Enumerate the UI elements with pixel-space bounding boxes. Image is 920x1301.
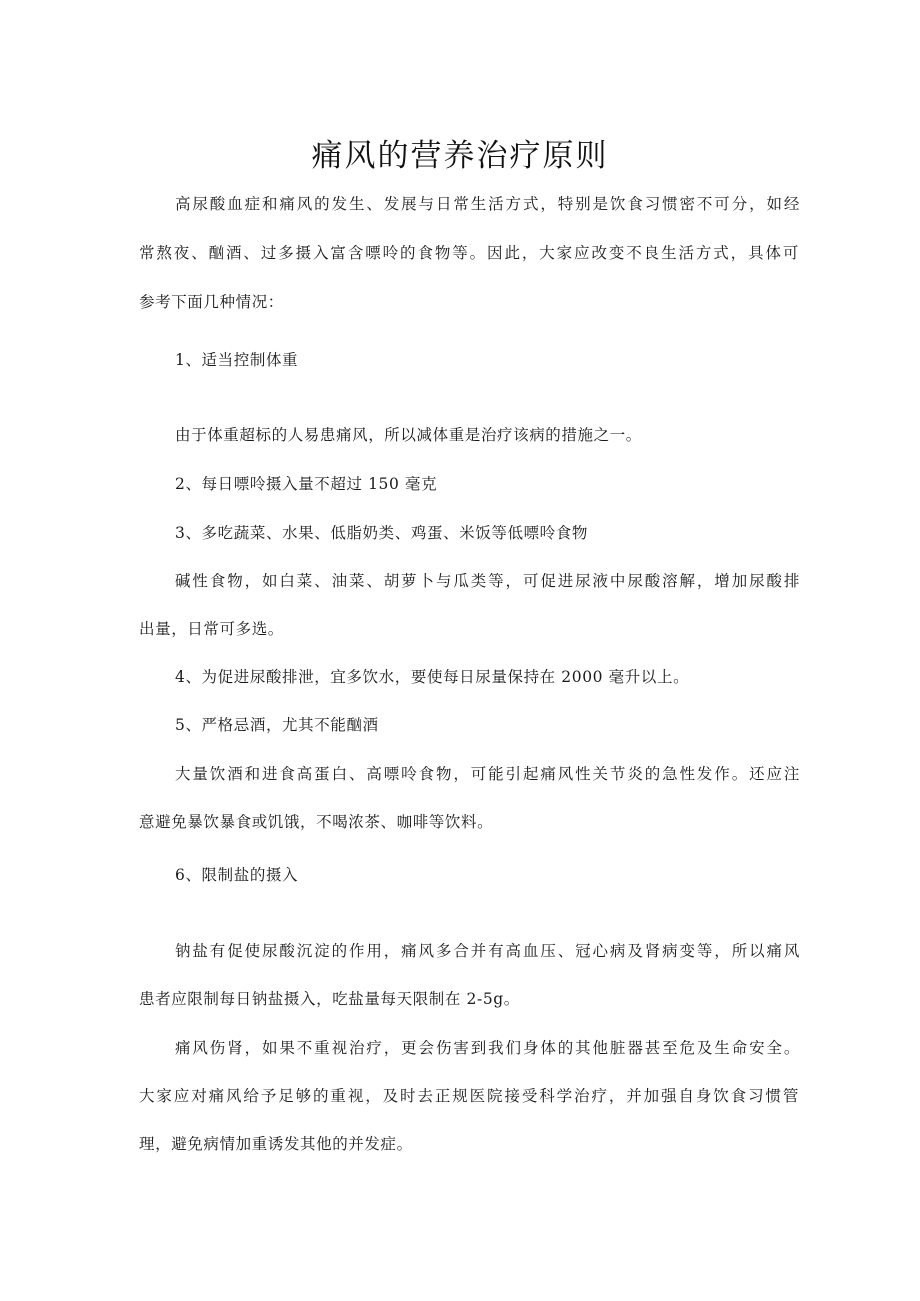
section-2-heading: 2、每日嘌呤摄入量不超过 150 毫克: [175, 475, 438, 493]
conclusion-line-3: 理，避免病情加重诱发其他的并发症。: [139, 1135, 413, 1153]
section-3-heading: 3、多吃蔬菜、水果、低脂奶类、鸡蛋、米饭等低嘌呤食物: [175, 524, 588, 542]
section-5-heading: 5、严格忌酒，尤其不能酗酒: [175, 716, 379, 734]
intro-line-2: 常熬夜、酗酒、过多摄入富含嘌呤的食物等。因此，大家应改变不良生活方式，具体可: [139, 244, 799, 262]
intro-line-3: 参考下面几种情况：: [139, 293, 284, 311]
section-1-heading: 1、适当控制体重: [175, 351, 299, 369]
section-3-text-line-1: 碱性食物，如白菜、油菜、胡萝卜与瓜类等，可促进尿液中尿酸溶解，增加尿酸排: [175, 572, 800, 590]
intro-line-1: 高尿酸血症和痛风的发生、发展与日常生活方式，特别是饮食习惯密不可分，如经: [175, 195, 800, 213]
section-6-text-line-2: 患者应限制每日钠盐摄入，吃盐量每天限制在 2-5g。: [139, 990, 520, 1008]
section-1-text: 由于体重超标的人易患痛风，所以减体重是治疗该病的措施之一。: [175, 426, 642, 444]
section-5-text-line-1: 大量饮酒和进食高蛋白、高嘌呤食物，可能引起痛风性关节炎的急性发作。还应注: [175, 765, 800, 783]
conclusion-line-2: 大家应对痛风给予足够的重视，及时去正规医院接受科学治疗，并加强自身饮食习惯管: [139, 1087, 799, 1105]
section-6-heading: 6、限制盐的摄入: [175, 866, 299, 884]
section-3-text-line-2: 出量，日常可多选。: [139, 620, 284, 638]
section-5-text-line-2: 意避免暴饮暴食或饥饿，不喝浓茶、咖啡等饮料。: [139, 813, 494, 831]
section-6-text-line-1: 钠盐有促使尿酸沉淀的作用，痛风多合并有高血压、冠心病及肾病变等，所以痛风: [175, 942, 800, 960]
document-title: 痛风的营养治疗原则: [311, 138, 609, 174]
section-4-heading: 4、为促进尿酸排泄，宜多饮水，要使每日尿量保持在 2000 毫升以上。: [175, 668, 690, 686]
conclusion-line-1: 痛风伤肾，如果不重视治疗，更会伤害到我们身体的其他脏器甚至危及生命安全。: [175, 1039, 800, 1057]
